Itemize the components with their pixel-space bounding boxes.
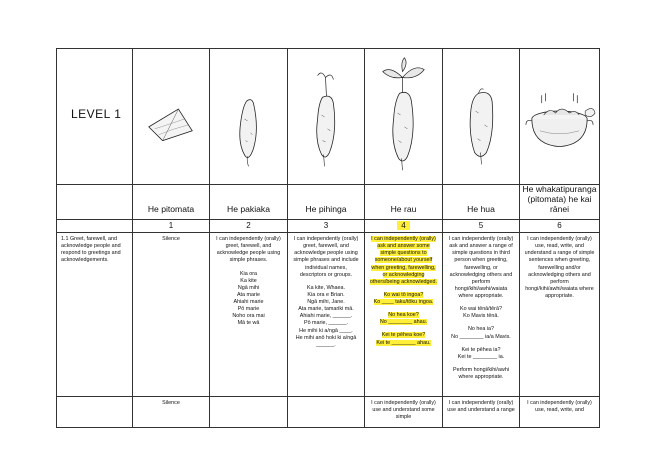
example-line: ______. <box>316 341 336 348</box>
stage-5-name-cell <box>443 185 520 220</box>
stage-3-name-cell <box>288 185 365 220</box>
stage-1-image <box>133 49 210 185</box>
example-line: Ngā mihi <box>237 284 260 291</box>
descriptor-text: I can independently (orally) use and understand a range <box>447 400 515 414</box>
stage-name: He pitomata <box>147 204 195 215</box>
row1-col1-cell <box>133 233 210 397</box>
stage-name: He whakatipuranga (pitomata) he kai rānei <box>522 184 597 215</box>
example-line: He mihi ki a/ngā ____. <box>299 327 353 334</box>
row1-col5-cell <box>443 233 520 397</box>
stage-number: 6 <box>557 221 562 230</box>
row2-col5-cell <box>443 397 520 428</box>
silence-text: Silence <box>162 236 180 242</box>
stage-6-image <box>520 49 600 185</box>
example-line: Ngā mihi, Jane. <box>307 299 345 305</box>
row1-col4-cell <box>365 233 443 397</box>
cooking-pot-icon <box>520 49 599 184</box>
row1-col6-cell <box>520 233 600 397</box>
stage-3-number-cell <box>288 220 365 233</box>
kumara-fruit-icon <box>443 49 519 184</box>
example-line: Noho ora mai <box>232 313 265 320</box>
kumara-shoot-icon <box>288 49 364 184</box>
descriptor-text: I can independently (orally) greet, farewell, and acknowledge people using simple phrases and include individual names, descriptors or groups. <box>293 236 359 278</box>
row1-col2-cell <box>210 233 288 397</box>
progression-table <box>56 48 600 428</box>
stage-name: He pakiaka <box>227 204 270 215</box>
example-line: Pō marie <box>237 306 260 313</box>
stage-number-highlighted: 4 <box>397 221 409 230</box>
example-line: No ________ ia/a Mavis. <box>451 333 511 340</box>
example-line: Ka kite, Whaea. <box>306 284 346 291</box>
stage-4-name-cell <box>365 185 443 220</box>
level-cell <box>57 49 133 185</box>
outcome-text: 1.1 Greet, farewell, and acknowledge people and respond to greetings and acknowledgements. <box>61 236 121 264</box>
stage-2-number-cell <box>210 220 288 233</box>
stage-5-image <box>443 49 520 185</box>
example-line-highlighted: No hea koe? <box>388 312 419 319</box>
stage-4-image <box>365 49 443 185</box>
example-line-highlighted: Ko ____ taku/tōku ingoa. <box>373 299 434 305</box>
empty-name-cell <box>57 185 133 220</box>
example-line: Kia ora <box>239 270 258 277</box>
example-line: Kia ora e Brian. <box>307 291 345 298</box>
level-title: LEVEL 1 <box>71 107 122 121</box>
example-line: Ko wai tēnā/tērā? <box>460 306 502 313</box>
kumara-leaves-icon <box>365 49 442 184</box>
example-line-highlighted: Kei te ________ ahau. <box>376 339 431 346</box>
example-line: Mā te wā <box>237 320 260 327</box>
example-line-highlighted: Kei te pēhea koe? <box>381 332 426 339</box>
descriptor-text: I can independently (orally) greet, farewell, and acknowledge people using simple phrases. <box>216 236 281 264</box>
example-line: Ka kite <box>240 277 257 284</box>
stage-4-number-cell <box>365 220 443 233</box>
example-line: Ko Mavis tēnā. <box>463 313 499 320</box>
silence-text: Silence <box>162 400 180 406</box>
example-line: Perform hongi/kihi/awhi where appropriate. <box>452 366 510 380</box>
stage-name: He rau <box>390 204 417 215</box>
row2-col6-cell <box>520 397 600 428</box>
example-line: Ahiahi marie <box>233 299 264 305</box>
descriptor-text: I can independently (orally) use, read, write, and understand a range of simple sentences when greeting, farewelling and/or acknowledging others and perform hongi/kihi/awhi/waiata where appropriate. <box>524 236 595 299</box>
stage-number: 2 <box>246 221 251 230</box>
stage-5-number-cell <box>443 220 520 233</box>
stage-1-name-cell <box>133 185 210 220</box>
descriptor-text: I can independently (orally) use, read, write, and <box>527 400 592 414</box>
descriptor-text: I can independently (orally) use and understand some simple <box>371 400 436 421</box>
row2-col3-cell <box>288 397 365 428</box>
stage-name: He hua <box>467 204 495 215</box>
stage-2-name-cell <box>210 185 288 220</box>
stage-number: 5 <box>478 221 484 230</box>
stage-number: 1 <box>168 221 174 230</box>
outcome-cell <box>57 233 133 397</box>
example-line: Kei te ________ ia. <box>457 353 505 360</box>
example-line-highlighted: Ko wai tō ingoa? <box>383 291 424 298</box>
stage-2-image <box>210 49 288 185</box>
example-line: Ahiahi marie, ______. <box>299 313 353 320</box>
example-line: No hea ia? <box>467 326 495 333</box>
example-line-highlighted: No ________ ahau. <box>379 319 428 326</box>
stage-6-name-cell <box>520 185 600 220</box>
example-line: Ata marie <box>236 291 261 298</box>
example-line: Ata marie, tamariki mā. <box>298 306 354 313</box>
seed-sprout-icon <box>133 49 209 184</box>
example-line: He mihi anō hoki ki a/ngā <box>295 334 357 341</box>
example-line: Kei te pēhea ia? <box>461 346 501 353</box>
descriptor-text-highlighted: I can independently (orally) ask and answer some simple questions to someone/about yourself when greeting, farewelling, or acknowledging others/being acknowledged. <box>369 236 438 285</box>
row2-col2-cell <box>210 397 288 428</box>
stage-3-image <box>288 49 365 185</box>
row2-col1-cell <box>133 397 210 428</box>
row2-outcome-cell <box>57 397 133 428</box>
stage-6-number-cell <box>520 220 600 233</box>
kumara-root-icon <box>210 49 287 184</box>
stage-name: He pihinga <box>305 204 347 215</box>
empty-number-cell <box>57 220 133 233</box>
row2-col4-cell <box>365 397 443 428</box>
descriptor-text: I can independently (orally) ask and answer a range of simple questions in third person when greeting, farewelling, or acknowledging others and perform hongi/kihi/awhi/waiata where appropriate. <box>448 236 514 299</box>
stage-1-number-cell <box>133 220 210 233</box>
example-line: Pō marie, ______. <box>303 320 349 327</box>
row1-col3-cell <box>288 233 365 397</box>
stage-number: 3 <box>323 221 329 230</box>
